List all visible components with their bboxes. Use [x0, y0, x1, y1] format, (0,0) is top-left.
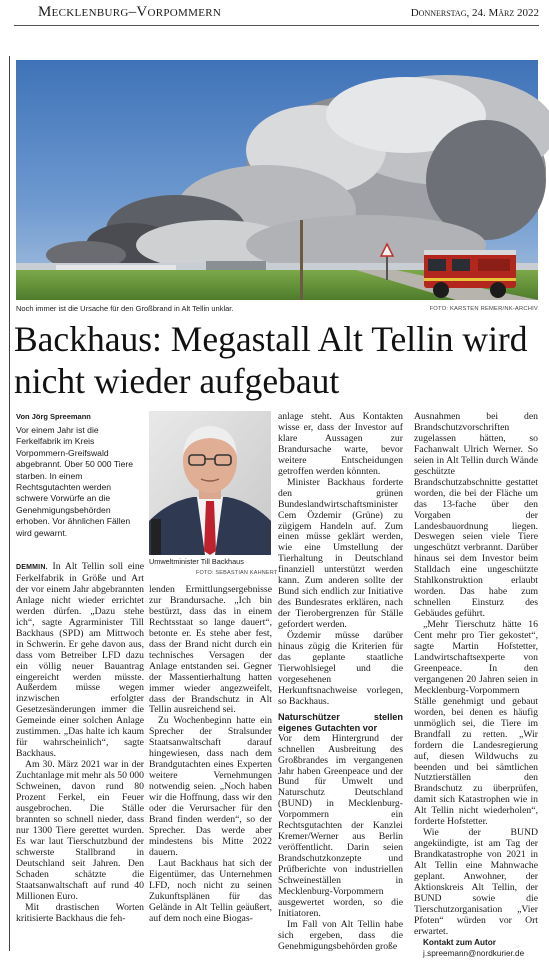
body-paragraph: Minister Backhaus forderte den grünen Bundeslandwirtschaftsminister Cem Özdemir (Grüne) zu zügigem Handeln auf. Zum einen müsse geklärt werden, wie eine Umstellung der Tierhaltung in Deutschland finanziell unterstützt werden kann. Zum anderen sollte der Bund sich endlich zur Initiative des Bundesrates erklären, nach der Tierobergrenzen für Ställe gefordert werden. [278, 476, 403, 631]
photo-credit: FOTO: KARSTEN REMER/NK-ARCHIV [429, 306, 538, 312]
body-paragraph: Im Fall von Alt Tellin habe sich ergeben, dass die Genehmigungsbehörden große [278, 918, 403, 952]
author-email: j.spreemann@nordkurier.de [423, 948, 525, 958]
lead-paragraph: Vor einem Jahr ist die Ferkelfabrik im Kreis Vorpommern-Greifswald abgebrannt. Über 50 000 Tiere starben. In einem Rechtsgutachten werden schwere Vorwürfe an die Genehmigungsbehörden erhoben. Vor ähnlichen Fällen wird gewarnt. [16, 425, 134, 538]
body-paragraph: Laut Backhaus hat sich der Eigentümer, das Unternehmen LFD, noch nicht zu seinen Zukunftsplänen für das Gelände in Alt Tellin geäußert, auf dem noch eine Biogas- [149, 857, 272, 924]
body-paragraph: Am 30. März 2021 war in der Zuchtanlage mit mehr als 50 000 Schweinen, davon rund 80 Prozent Ferkel, ein Feuer ausgebrochen. Die Ställe brannten so schnell nieder, dass nur 1300 Tiere gerettet wurden. Es war laut Tierschutzbund der schwerste Stallbrand in Deutschland seit Jahren. Den Schaden schätzte die Staatsanwaltschaft auf rund 40 Millionen Euro. [16, 759, 144, 902]
subheading: Naturschützer stellen eigenes Gutachten vor [278, 711, 403, 733]
section-title: Mecklenburg–Vorpommern [38, 4, 222, 20]
body-paragraph: Wie der BUND angekündigte, ist am Tag der Brandkatastrophe von 2021 in Alt Tellin eine Mahnwache geplant. Anwohner, der Aktionskreis Alt Tellin, der BUND sowie die Tierschutzorganisation „Vier Pfoten“ würden vor Ort erwartet. [414, 827, 538, 937]
portrait-photo [149, 411, 271, 555]
body-column-3 [278, 412, 403, 953]
body-paragraph: Ausnahmen bei den Brandschutzvorschriften zugelassen hätten, so Fachanwalt Ulrich Werner. So seien in Alt Tellin durch Wände geschützte Brandschutzabschnitte gestattet worden, die bei der Fläche um das 13-fache über den Vorgaben der Landesbauordnung liegen. Deswegen seien viele Tiere ungeschützt verbrannt. Darüber hinaus sei dem Investor beim Stalldach eine ungeschützte Stahlkonstruktion erlaubt worden. Das habe zum schnellen Einsturz des Gebäudes geführt. [414, 411, 538, 620]
body-column-4 [414, 412, 538, 960]
body-paragraph: Mit drastischen Worten kritisierte Backhaus die feh- [16, 901, 144, 924]
header-rule [14, 25, 539, 26]
body-paragraph: Özdemir müsse darüber hinaus zügig die Kriterien für das geplante staatliche Tierwohlsiegel und die vorgesehenen Herkunftsnachweise vorlegen, so Backhaus. [278, 630, 403, 707]
dateline: DEMMIN. [16, 564, 48, 571]
body-column-1 [16, 562, 144, 924]
body-paragraph: Zu Wochenbeginn hatte ein Sprecher der Stralsunder Staatsanwaltschaft darauf hingewiesen, dass nach dem Brandgutachten eines Experten weitere Vernehmungen notwendig seien. „Noch haben wir die Hoffnung, dass wir den oder die Verursacher für den Brand finden werden“, so der Sprecher. Das werde aber mindestens bis Mitte 2022 dauern. [149, 715, 272, 858]
byline: Von Jörg Spreemann [16, 412, 91, 421]
body-paragraph [16, 562, 144, 760]
body-text: In Alt Tellin soll eine Ferkelfabrik in Größe und Art der vor einem Jahr abgebrannten Anlage nicht wieder errichtet werden dürfen. „Dazu stehe ich“, sagte Agrarminister Till Backhaus (SPD) am Mittwoch in Schwerin. Er gehe davon aus, dass vom Betreiber LFD dazu ein völlig neuer Bauantrag eingereicht werden müsste. Außerdem müsse wegen inzwischen erfolgter Gesetzesänderungen immer die Gemeinde einer solchen Anlage zustimmen. „Das halte ich kaum für wahrscheinlich“, sagte Backhaus. [16, 561, 145, 760]
fire-photo [16, 60, 538, 300]
portrait-caption: Umweltminister Till Backhaus [149, 557, 244, 566]
portrait-credit: FOTO: SEBASTIAN KAHNERT [196, 570, 278, 576]
contact-label: Kontakt zum Autor [423, 937, 496, 947]
body-paragraph: anlage steht. Aus Kontakten wisse er, dass der Investor auf klare Aussagen zur Brandursache warte, bevor weitere Entscheidungen getroffen werden könnten. [278, 411, 403, 477]
headline: Backhaus: Megastall Alt Tellin wird nicht wieder aufgebaut [14, 319, 528, 401]
body-column-2 [149, 585, 272, 925]
photo-caption: Noch immer ist die Ursache für den Großbrand in Alt Tellin unklar. [16, 304, 234, 313]
column-rule [9, 56, 10, 951]
body-paragraph: lenden Ermittlungsergebnisse zur Brandursache. „Ich bin bestürzt, dass das in einem Rechtsstaat so lange dauert“, betonte er. Es stehe aber fest, dass der Brand nicht durch ein technisches Versagen der Anlage entstanden sei. Gegner der Massentierhaltung hatten immer wieder angezweifelt, dass der Brandschutz in Alt Tellin ausreichend sei. [149, 584, 272, 716]
body-paragraph: Vor dem Hintergrund der schnellen Ausbreitung des Großbrandes im vergangenen Jahr haben Greenpeace und der Bund für Umwelt und Naturschutz Deutschland (BUND) in Mecklenburg-Vorpommern ein Rechtsgutachten der Kanzlei Kremer/Werner aus Berlin veröffentlicht. Darin seien Brandschutzkonzepte und Prüfberichte von industriellen Schweineställen in Mecklenburg-Vorpommern ausgewertet worden, so die Initiatoren. [278, 732, 403, 919]
page-header [14, 4, 539, 24]
body-paragraph: „Mehr Tierschutz hätte 16 Cent mehr pro Tier gekostet“, sagte Martin Hofstetter, Landwirtschaftsexperte von Greenpeace. In den vergangenen 20 Jahren seien in Mecklenburg-Vorpommern Ställe genehmigt und gebaut worden, bei denen es häufig unmöglich sei, die Tiere im Brandfall zu retten. „Wir fordern die Landesregierung auf, diesen Wildwuchs zu beenden und bei sämtlichen Nutztierställen den Brandschutz zu überprüfen, damit sich Katastrophen wie in Alt Tellin nicht wiederholen“, forderte Hofstetter. [414, 619, 538, 828]
issue-date: Donnerstag, 24. März 2022 [410, 7, 539, 19]
